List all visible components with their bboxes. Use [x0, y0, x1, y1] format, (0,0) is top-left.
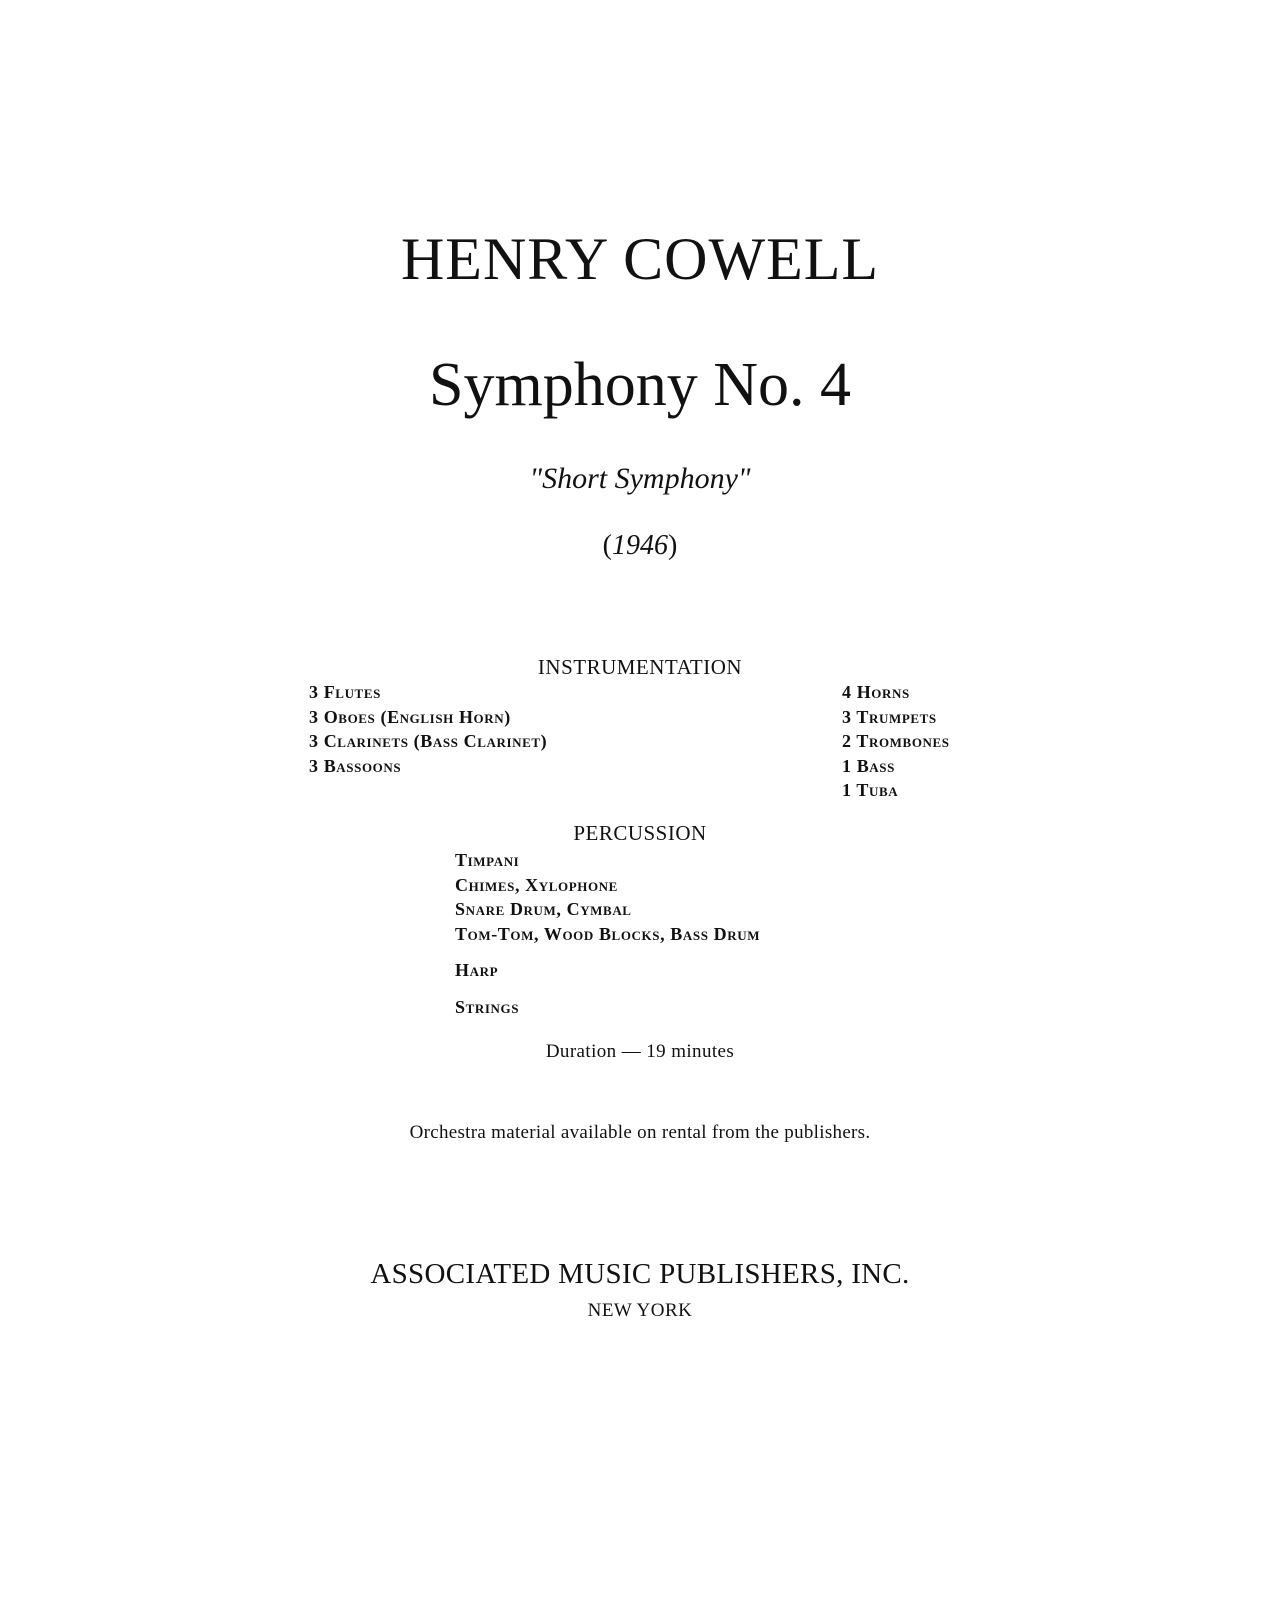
- duration-note: Duration — 19 minutes: [545, 1041, 735, 1062]
- instrument-item: 3 Oboes (English Horn): [309, 706, 511, 727]
- year-close-paren: ): [668, 530, 678, 561]
- woodwinds-list: [309, 680, 547, 778]
- instrument-item: 3 Trumpets: [842, 706, 937, 727]
- instrument-item: 3 Bassoons: [309, 755, 402, 776]
- instrument-item: 1 Bass: [842, 755, 895, 776]
- work-title: Symphony No. 4: [429, 351, 851, 419]
- composition-year: [0, 530, 1280, 562]
- percussion-list: [455, 848, 760, 946]
- instrument-item: 3 Flutes: [309, 682, 381, 702]
- brass-list: [842, 680, 950, 803]
- percussion-item: Timpani: [455, 850, 520, 870]
- publisher-name: ASSOCIATED MUSIC PUBLISHERS, INC.: [370, 1258, 910, 1290]
- year-value: 1946: [612, 530, 668, 561]
- instrument-item: 4 Horns: [842, 682, 910, 702]
- percussion-item: Chimes, Xylophone: [455, 874, 618, 895]
- percussion-heading: PERCUSSION: [573, 821, 707, 845]
- harp-entry: Harp: [455, 960, 499, 980]
- instrument-item: 3 Clarinets (Bass Clarinet): [309, 731, 548, 751]
- work-subtitle: "Short Symphony": [529, 462, 751, 495]
- percussion-item: Tom-Tom, Wood Blocks, Bass Drum: [455, 923, 761, 944]
- year-open-paren: (: [602, 530, 612, 561]
- composer-name: HENRY COWELL: [400, 226, 880, 292]
- instrument-item: 2 Trombones: [842, 731, 950, 751]
- instrumentation-heading: INSTRUMENTATION: [537, 655, 743, 679]
- percussion-item: Snare Drum, Cymbal: [455, 899, 632, 919]
- strings-entry: Strings: [455, 997, 520, 1017]
- instrument-item: 1 Tuba: [842, 780, 899, 800]
- publisher-city: NEW YORK: [587, 1300, 693, 1321]
- rental-note: Orchestra material available on rental from the publishers.: [409, 1122, 871, 1143]
